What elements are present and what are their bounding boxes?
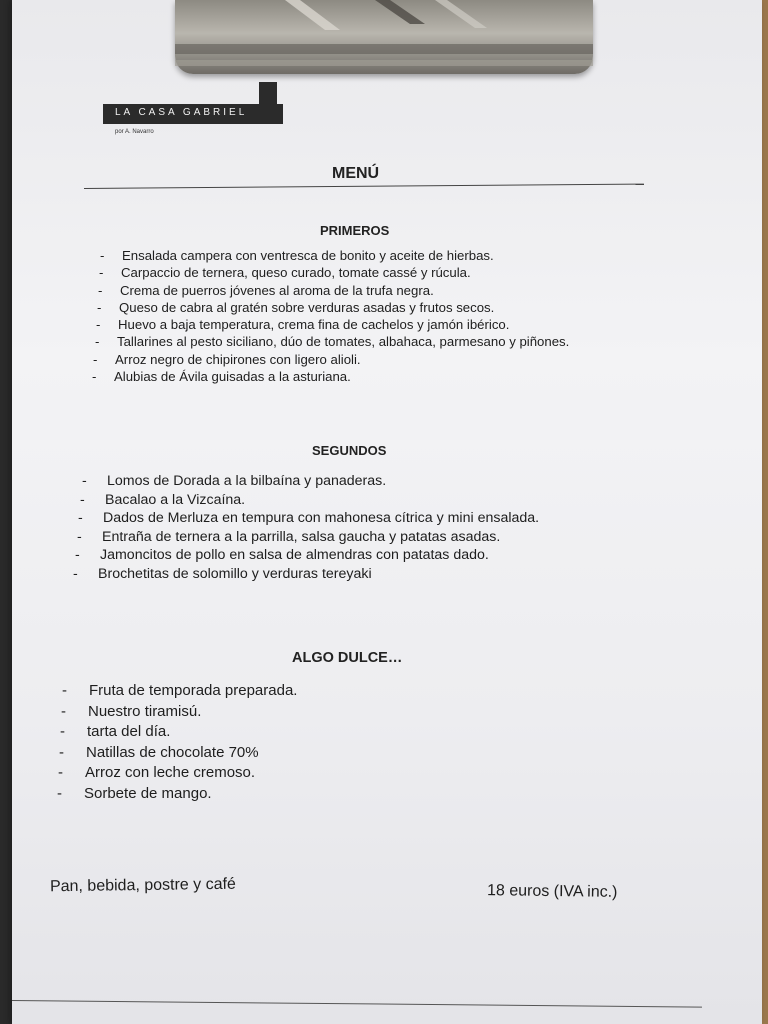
primeros-title: PRIMEROS	[320, 223, 390, 238]
segundos-title: SEGUNDOS	[312, 443, 387, 458]
menu-includes: Pan, bebida, postre y café	[49, 875, 237, 896]
clipboard-clip	[175, 0, 593, 74]
list-item: - Tallarines al pesto siciliano, dúo de tomates, albahaca, parmesano y piñones.	[95, 334, 570, 350]
list-item: - Sorbete de mango.	[57, 784, 212, 802]
clip-hinge-icon	[175, 0, 593, 74]
list-item: - Natillas de chocolate 70%	[59, 743, 259, 761]
list-item: - Dados de Merluza en tempura con mahonesa cítrica y mini ensalada.	[78, 510, 540, 527]
dulce-title: ALGO DULCE…	[292, 650, 403, 666]
list-item: - Queso de cabra al gratén sobre verduras asadas y frutos secos.	[97, 299, 495, 315]
list-item: - Entraña de ternera a la parrilla, salsa gaucha y patatas asadas.	[77, 528, 501, 545]
list-item: - tarta del día.	[60, 723, 171, 741]
list-item: - Fruta de temporada preparada.	[62, 682, 298, 699]
dulce-list	[57, 681, 298, 805]
list-item: - Bacalao a la Vizcaína.	[80, 491, 246, 508]
list-item: - Arroz con leche cremoso.	[58, 764, 256, 782]
menu-title: MENÚ	[332, 165, 380, 182]
list-item: - Nuestro tiramisú.	[61, 702, 202, 720]
segundos-list	[73, 472, 540, 584]
restaurant-logo	[103, 82, 288, 138]
list-item: - Crema de puerros jóvenes al aroma de la trufa negra.	[98, 282, 434, 298]
list-item: - Alubias de Ávila guisadas a la asturiana.	[92, 369, 351, 385]
list-item: - Jamoncitos de pollo en salsa de almendras con patatas dado.	[75, 547, 489, 564]
list-item: - Ensalada campera con ventresca de bonito y aceite de hierbas.	[100, 248, 494, 263]
logo-name: LA CASA GABRIEL	[115, 107, 248, 118]
primeros-list	[92, 247, 570, 385]
list-item: - Huevo a baja temperatura, crema fina de cachelos y jamón ibérico.	[96, 317, 510, 333]
list-item: - Brochetitas de solomillo y verduras tereyaki	[73, 565, 372, 582]
list-item: - Carpaccio de ternera, queso curado, tomate cassé y rúcula.	[99, 265, 471, 281]
logo-subtitle: por A. Navarro	[115, 129, 154, 135]
menu-price: 18 euros (IVA inc.)	[486, 882, 618, 901]
list-item: - Lomos de Dorada a la bilbaína y panaderas.	[82, 473, 387, 489]
list-item: - Arroz negro de chipirones con ligero alioli.	[93, 351, 361, 367]
